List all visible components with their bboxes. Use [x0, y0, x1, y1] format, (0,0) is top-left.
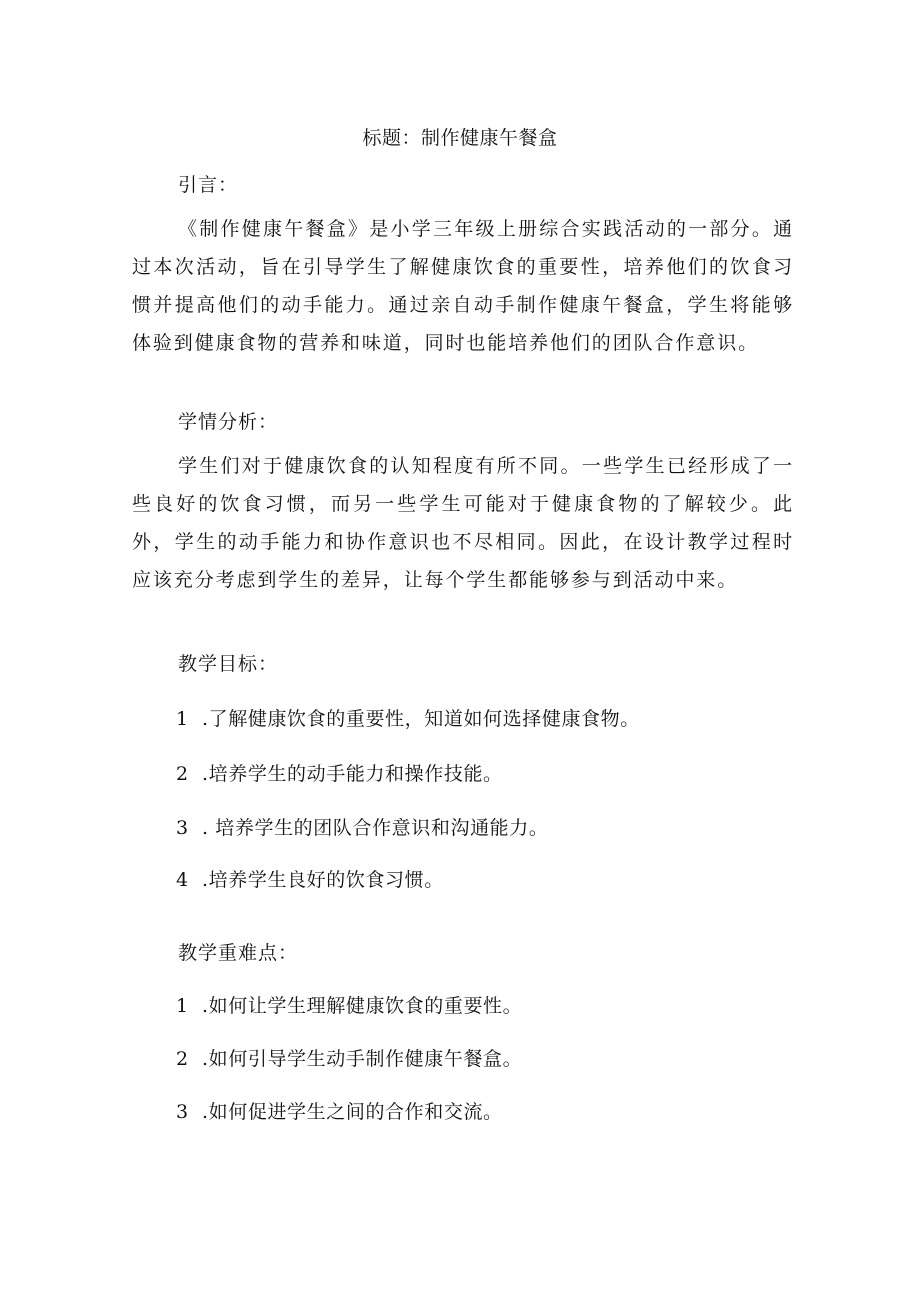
goal-text: .了解健康饮食的重要性，知道如何选择健康食物。	[202, 708, 640, 730]
difficulty-item	[132, 992, 838, 1020]
difficulty-item	[132, 1098, 838, 1126]
goal-item	[132, 814, 838, 842]
difficulty-item	[132, 1045, 838, 1073]
goal-text: . 培养学生的团队合作意识和沟通能力。	[202, 817, 549, 839]
document-title: 标题：制作健康午餐盒	[362, 127, 558, 149]
difficulty-number: 2	[176, 1048, 189, 1070]
difficulty-number: 1	[176, 995, 189, 1017]
intro-heading: 引言：	[178, 174, 239, 196]
difficulties-heading: 教学重难点：	[178, 942, 299, 964]
goal-number: 3	[176, 817, 189, 839]
intro-paragraph: 《制作健康午餐盒》是小学三年级上册综合实践活动的一部分。通过本次活动，旨在引导学生了解健康饮食的重要性，培养他们的饮食习惯并提高他们的动手能力。通过亲自动手制作健康午餐盒，学生将能够体验到健康食物的营养和味道，同时也能培养他们的团队合作意识。	[132, 218, 794, 354]
goal-number: 1	[176, 708, 189, 730]
goal-item	[132, 760, 838, 788]
difficulty-text: .如何促进学生之间的合作和交流。	[202, 1101, 503, 1123]
difficulty-text: .如何让学生理解健康饮食的重要性。	[202, 995, 523, 1017]
goal-number: 4	[176, 869, 189, 891]
analysis-heading: 学情分析：	[178, 411, 279, 433]
difficulty-number: 3	[176, 1101, 189, 1123]
analysis-paragraph: 学生们对于健康饮食的认知程度有所不同。一些学生已经形成了一些良好的饮食习惯，而另一些学生可能对于健康食物的了解较少。此外，学生的动手能力和协作意识也不尽相同。因此，在设计教学过程时应该充分考虑到学生的差异，让每个学生都能够参与到活动中来。	[132, 455, 794, 591]
difficulty-text: .如何引导学生动手制作健康午餐盒。	[202, 1048, 523, 1070]
goal-text: .培养学生的动手能力和操作技能。	[202, 763, 503, 785]
goal-item	[132, 866, 838, 894]
goal-number: 2	[176, 763, 189, 785]
goals-heading: 教学目标：	[178, 653, 279, 675]
goal-item	[132, 705, 838, 733]
goal-text: .培养学生良好的饮食习惯。	[202, 869, 444, 891]
